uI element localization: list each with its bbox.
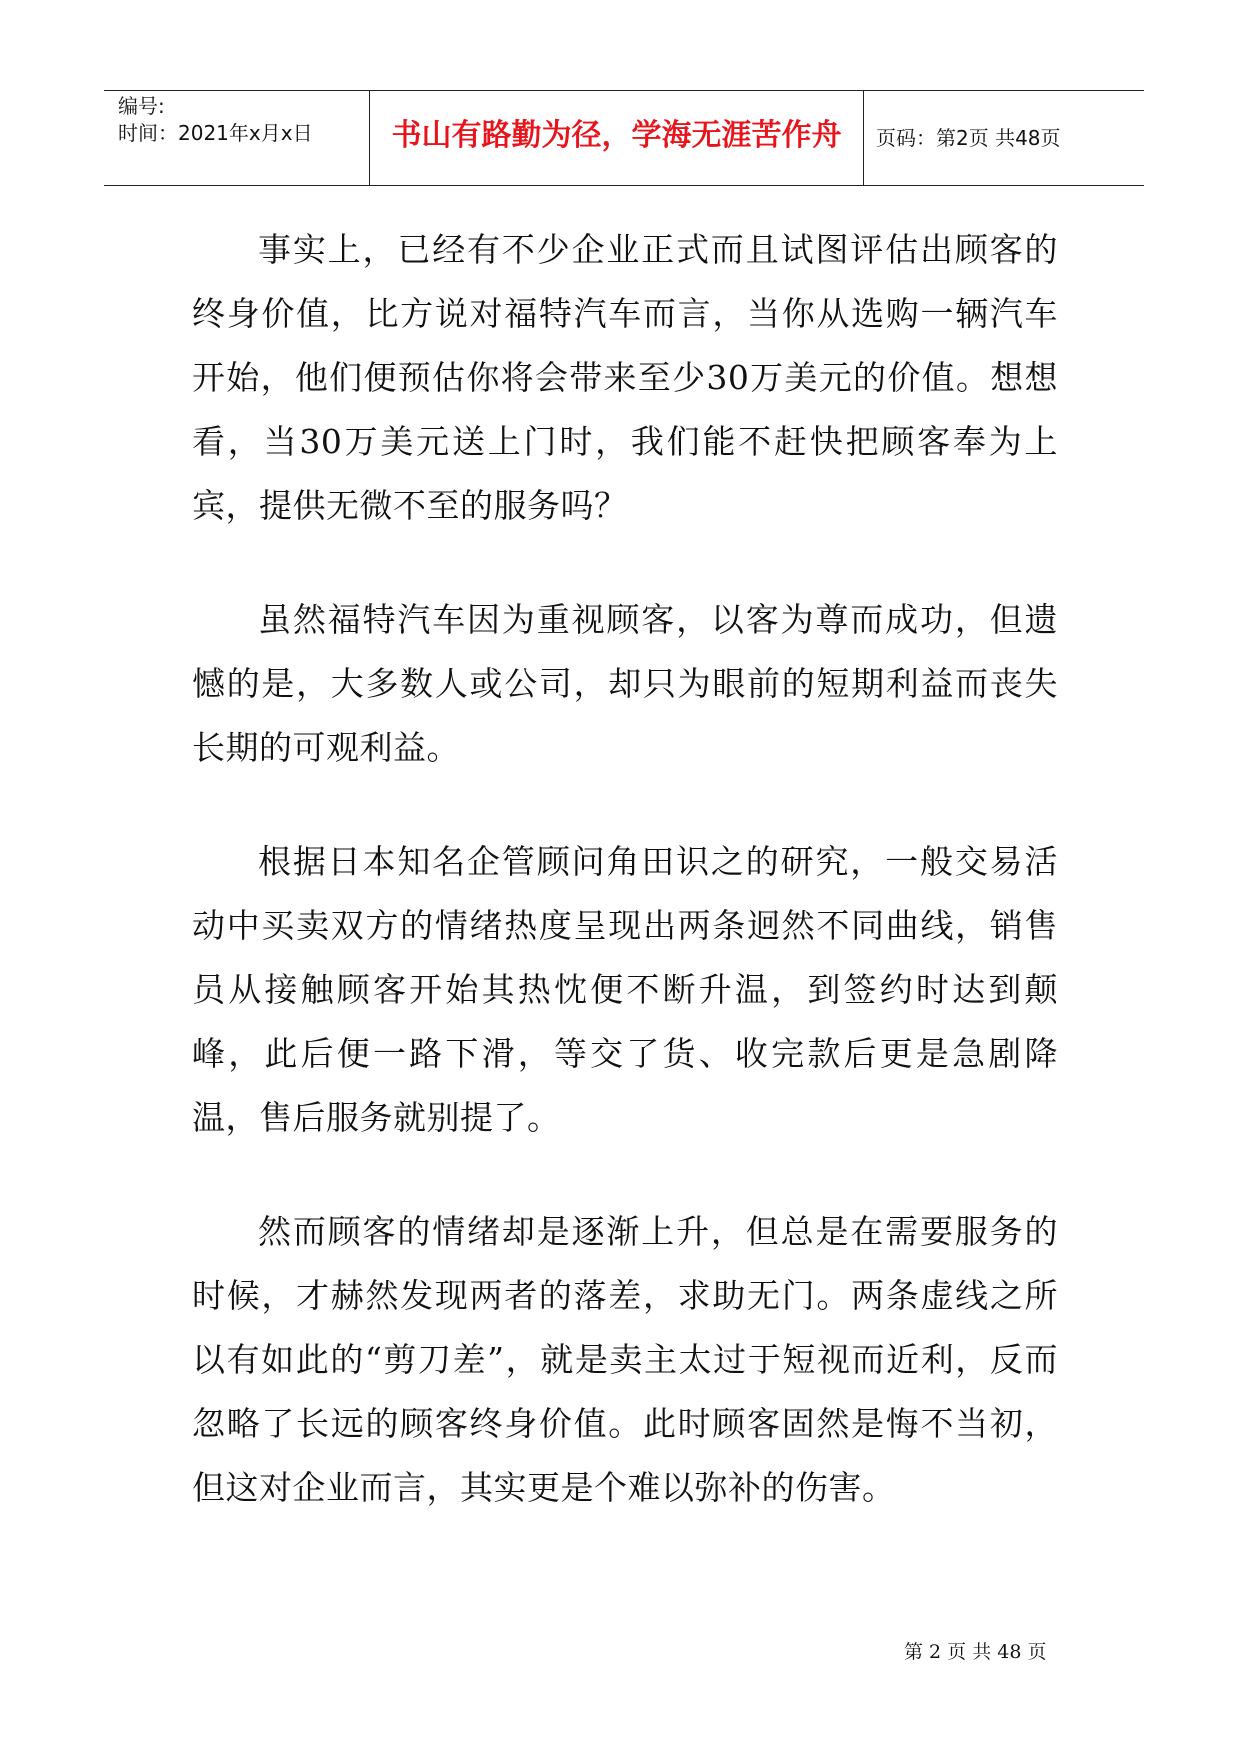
page-footer: 第 2 页 共 48 页: [904, 1641, 1047, 1663]
header-page-code: 页码：第2页 共48页: [876, 126, 1061, 150]
paragraph-2: 虽然福特汽车因为重视顾客，以客为尊而成功，但遗憾的是，大多数人或公司，却只为眼前的短期利益而丧失长期的可观利益。: [192, 600, 1058, 767]
document-number-label: 编号:: [118, 94, 165, 118]
page-header: [104, 90, 1144, 186]
document-time-label: 时间：2021年x月x日: [118, 121, 313, 145]
header-motto: 书山有路勤为径，学海无涯苦作舟: [391, 118, 842, 153]
document-body: [192, 218, 1058, 1570]
paragraph-3: 根据日本知名企管顾问角田识之的研究，一般交易活动中买卖双方的情绪热度呈现出两条迥然不同曲线，销售员从接触顾客开始其热忱便不断升温，到签约时达到颠峰，此后便一路下滑，等交了货、收完款后更是急剧降温，售后服务就别提了。: [192, 842, 1058, 1137]
header-motto-cell: [369, 91, 864, 185]
paragraph-1: 事实上，已经有不少企业正式而且试图评估出顾客的终身价值，比方说对福特汽车而言，当你从选购一辆汽车开始，他们便预估你将会带来至少30万美元的价值。想想看，当30万美元送上门时，我们能不赶快把顾客奉为上宾，提供无微不至的服务吗？: [192, 230, 1058, 525]
paragraph-4: 然而顾客的情绪却是逐渐上升，但总是在需要服务的时候，才赫然发现两者的落差，求助无门。两条虚线之所以有如此的“剪刀差”，就是卖主太过于短视而近利，反而忽略了长远的顾客终身价值。此时顾客固然是悔不当初，但这对企业而言，其实更是个难以弥补的伤害。: [192, 1212, 1058, 1507]
header-info-cell: [104, 91, 369, 185]
header-page-cell: [864, 91, 1144, 185]
